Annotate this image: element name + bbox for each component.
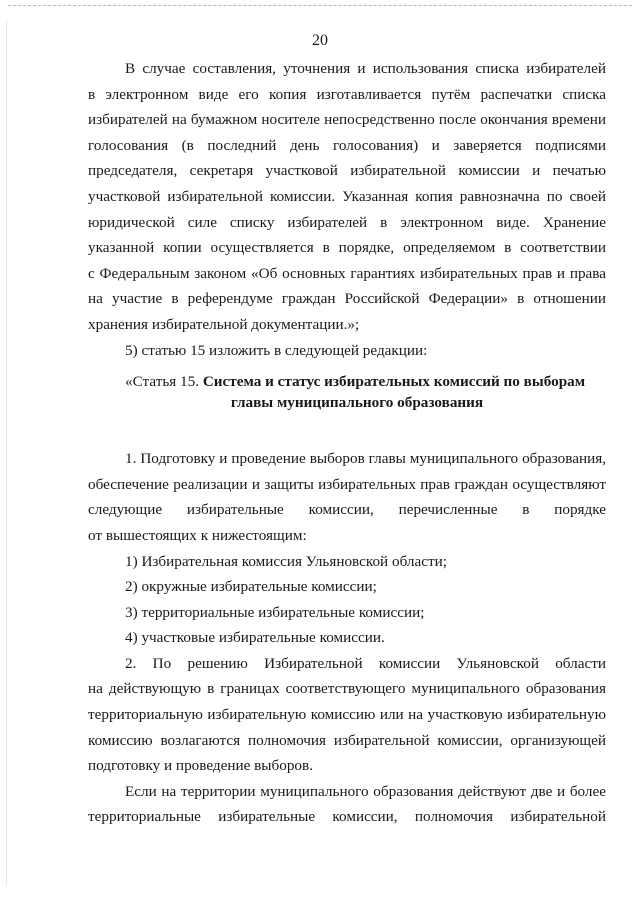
article-title: Система и статус избирательных комиссий по выборам [202, 373, 586, 391]
document-body [88, 56, 606, 830]
text-line: юридической силе списку избирателей в электронном виде. Хранение [88, 213, 606, 231]
text-line: на участие в референдуме граждан Российской Федерации» в отношении [88, 290, 606, 308]
list-item: 1) Избирательная комиссия Ульяновской области; [125, 552, 447, 570]
article-heading [88, 371, 606, 392]
text-line: территориальные избирательные комиссии, полномочия избирательной [88, 808, 606, 826]
text-line: председателя, секретаря участковой избирательной комиссии и печатью [88, 162, 606, 180]
article-title-continuation: главы муниципального образования [230, 394, 484, 412]
text-line: хранения избирательной документации.»; [88, 315, 360, 333]
text-line: следующие избирательные комиссии, перечисленные в порядке [88, 501, 606, 519]
text-line: 1. Подготовку и проведение выборов главы муниципального образования, [125, 450, 606, 468]
text-line: от вышестоящих к нижестоящим: [88, 526, 307, 544]
text-line: в электронном виде его копия изготавливается путём распечатки списка [88, 85, 606, 103]
scan-edge-left [6, 20, 7, 885]
text-line: территориальную избирательную комиссию или на участковую избирательную [88, 706, 606, 724]
text-line: с Федеральным законом «Об основных гарантиях избирательных прав и права [88, 264, 606, 282]
list-item: 4) участковые избирательные комиссии. [125, 629, 385, 647]
text-line: на действующую в границах соответствующего муниципального образования [88, 680, 606, 698]
page-number: 20 [312, 32, 328, 49]
text-line: Если на территории муниципального образования действуют две и более [125, 782, 606, 800]
text-line: комиссию возлагаются полномочия избирательной комиссии, организующей [88, 731, 606, 749]
text-line: обеспечение реализации и защиты избирательных прав граждан осуществляют [88, 475, 606, 493]
text-line: указанной копии осуществляется в порядке, определяемом в соответствии [88, 239, 606, 257]
text-line: участковой избирательной комиссии. Указанная копия равнозначна по своей [88, 187, 606, 205]
spacer [88, 413, 606, 446]
text-line: голосования (в последний день голосования) и заверяется подписями [88, 136, 606, 154]
text-line: избирателей на бумажном носителе непосредственно после окончания времени [88, 111, 606, 129]
amendment-item: 5) статью 15 изложить в следующей редакции: [125, 341, 428, 359]
text-line: В случае составления, уточнения и использования списка избирателей [125, 60, 606, 77]
article-prefix: «Статья 15. [125, 373, 200, 391]
scan-edge-top [8, 5, 632, 6]
list-item: 3) территориальные избирательные комиссии; [125, 603, 425, 621]
list-item: 2) окружные избирательные комиссии; [125, 578, 377, 596]
text-line: подготовку и проведение выборов. [88, 757, 313, 775]
text-line: 2. По решению Избирательной комиссии Ульяновской области [125, 654, 606, 672]
